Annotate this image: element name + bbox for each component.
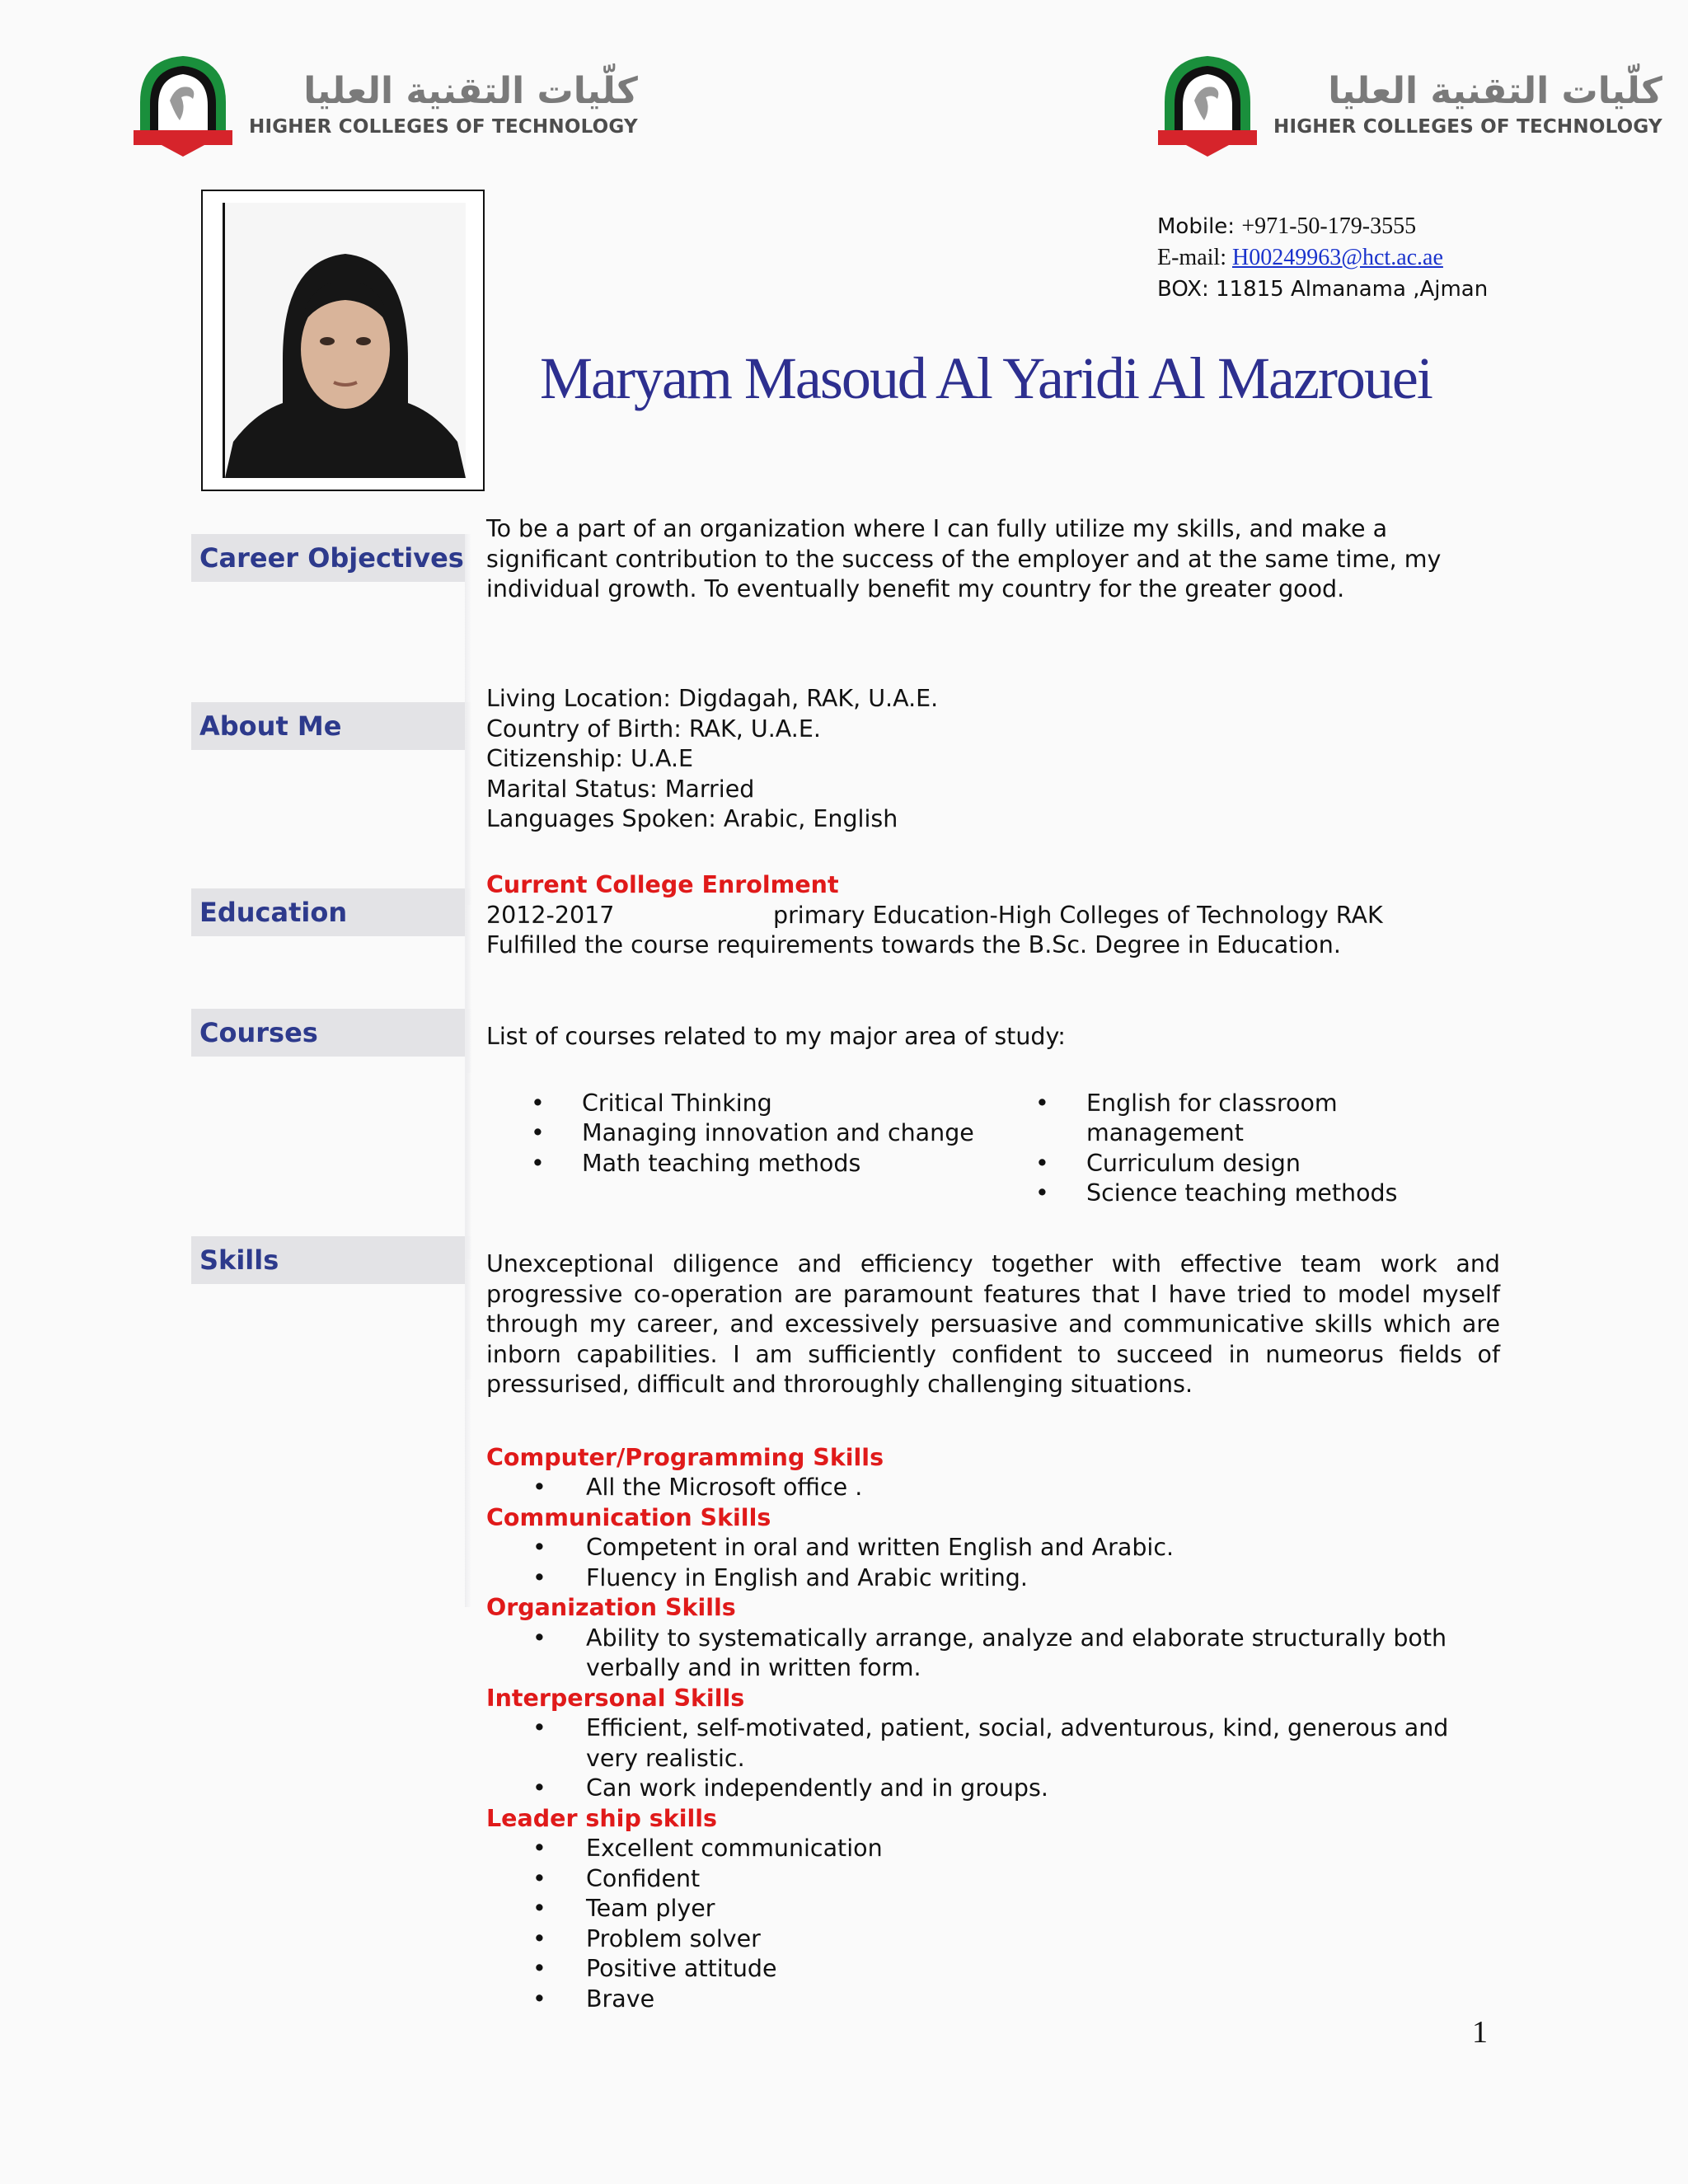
- course-item: • Managing innovation and change: [486, 1118, 991, 1149]
- skill-item: • Efficient, self-motivated, patient, social, adventurous, kind, generous and very realistic.: [486, 1713, 1500, 1774]
- courses-intro: List of courses related to my major area of study:: [486, 1023, 1066, 1050]
- hct-emblem-icon: [1158, 51, 1257, 158]
- skill-item: • All the Microsoft office .: [486, 1473, 1500, 1503]
- hct-logo-left: [134, 51, 638, 158]
- skill-item: • Brave: [486, 1985, 1500, 2015]
- profile-photo: [223, 203, 466, 478]
- course-item: • Math teaching methods: [486, 1149, 991, 1179]
- skill-item: • Competent in oral and written English and Arabic.: [486, 1533, 1500, 1563]
- section-label-skills: Skills: [191, 1236, 465, 1284]
- skill-group-heading: Communication Skills: [486, 1503, 771, 1531]
- courses-columns: [486, 1089, 1500, 1209]
- mobile-label: Mobile:: [1157, 214, 1236, 239]
- skill-item: • Team plyer: [486, 1894, 1500, 1924]
- contact-block: [1157, 211, 1488, 305]
- education-row: [486, 901, 1500, 931]
- education-heading: Current College Enrolment: [486, 871, 839, 898]
- education-years: 2012-2017: [486, 901, 615, 929]
- logo-arabic-text: كلّيات التقنية العليا: [303, 70, 638, 113]
- about-me-block: [486, 684, 1500, 835]
- logo-arabic-text: كلّيات التقنية العليا: [1328, 70, 1662, 113]
- about-line: Country of Birth: RAK, U.A.E.: [486, 715, 821, 743]
- about-line: Citizenship: U.A.E: [486, 745, 694, 772]
- course-item: • Critical Thinking: [486, 1089, 991, 1119]
- skill-group-heading: Interpersonal Skills: [486, 1684, 745, 1712]
- skill-group-heading: Leader ship skills: [486, 1804, 717, 1832]
- about-line: Marital Status: Married: [486, 775, 755, 803]
- logo-english-text: HIGHER COLLEGES OF TECHNOLOGY: [249, 115, 638, 138]
- courses-left-column: [486, 1089, 991, 1209]
- skill-item: • Excellent communication: [486, 1834, 1500, 1864]
- skill-item: • Confident: [486, 1864, 1500, 1895]
- page-number: 1: [1472, 2015, 1488, 2050]
- skill-item: • Can work independently and in groups.: [486, 1774, 1500, 1804]
- candidate-name: Maryam Masoud Al Yaridi Al Mazrouei: [540, 345, 1432, 411]
- courses-right-column: [991, 1089, 1495, 1209]
- career-objectives-text: [486, 514, 1500, 605]
- education-block: [486, 870, 1500, 961]
- section-label-about: About Me: [191, 702, 465, 750]
- courses-block: [486, 1022, 1500, 1209]
- course-item: • Curriculum design: [991, 1149, 1495, 1179]
- education-program: primary Education-High Colleges of Technology RAK: [773, 901, 1383, 929]
- course-item: • English for classroom management: [991, 1089, 1495, 1149]
- email-label: E-mail:: [1157, 245, 1226, 270]
- box-address: BOX: 11815 Almanama ,Ajman: [1157, 277, 1489, 302]
- skills-summary: Unexceptional diligence and efficiency together with effective team work and progressive co-operation are paramount features that I have tried to model myself through my career, and excessively persuasive and communicative skills which are inborn capabilities. I am sufficiently confident to succeed in numeorus fields of pressurised, difficult and throroughly challenging situations.: [486, 1250, 1500, 1398]
- skills-block: [486, 1249, 1500, 2014]
- section-label-education: Education: [191, 888, 465, 936]
- email-link[interactable]: H00249963@hct.ac.ae: [1231, 245, 1443, 270]
- hct-emblem-icon: [134, 51, 232, 158]
- profile-photo-frame: [201, 190, 485, 491]
- about-line: Living Location: Digdagah, RAK, U.A.E.: [486, 685, 939, 712]
- hct-logo-right: [1158, 51, 1662, 158]
- course-item: • Science teaching methods: [991, 1179, 1495, 1209]
- career-objectives-paragraph: To be a part of an organization where I can fully utilize my skills, and make a significant contribution to the success of the employer and at the same time, my individual growth. To eventually benefit my country for the greater good.: [486, 515, 1442, 602]
- education-note: Fulfilled the course requirements towards the B.Sc. Degree in Education.: [486, 931, 1341, 958]
- skill-group-heading: Organization Skills: [486, 1594, 736, 1621]
- skill-group-heading: Computer/Programming Skills: [486, 1443, 884, 1471]
- section-label-courses: Courses: [191, 1009, 465, 1057]
- logo-english-text: HIGHER COLLEGES OF TECHNOLOGY: [1273, 115, 1662, 138]
- skills-groups: [486, 1443, 1500, 2015]
- skill-item: • Positive attitude: [486, 1954, 1500, 1985]
- skill-item: • Problem solver: [486, 1924, 1500, 1955]
- skill-item: • Fluency in English and Arabic writing.: [486, 1563, 1500, 1594]
- person-portrait-icon: [225, 203, 466, 478]
- about-line: Languages Spoken: Arabic, English: [486, 805, 898, 832]
- mobile-value: +971-50-179-3555: [1241, 213, 1417, 239]
- skill-item: • Ability to systematically arrange, analyze and elaborate structurally both verbally and in written form.: [486, 1624, 1500, 1684]
- section-label-career: Career Objectives: [191, 534, 465, 582]
